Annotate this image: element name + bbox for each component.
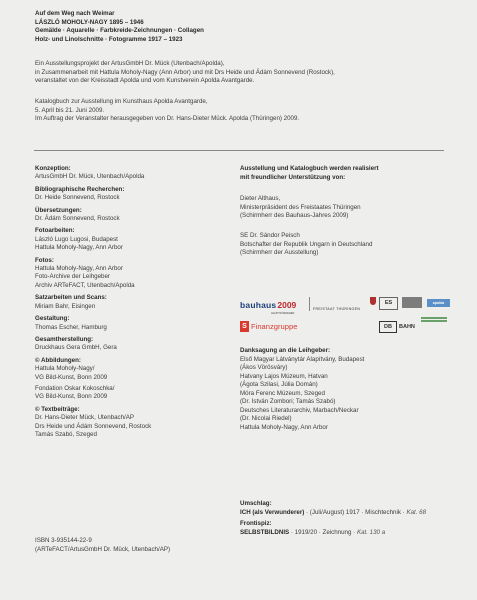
credit-line: Foto-Archive der Leihgeber bbox=[35, 273, 110, 281]
isbn-block bbox=[35, 537, 170, 554]
lenders-heading: Danksagung an die Leihgeber: bbox=[240, 347, 331, 354]
credit-line: Hattula Moholy-Nagy, Ann Arbor bbox=[35, 265, 123, 273]
lender-line: Hatvany Lajos Múzeum, Hatvan bbox=[240, 372, 328, 380]
credit-line: Hattula Moholy-Nagy/ bbox=[35, 365, 95, 373]
catalogue-line: 5. April bis 21. Juni 2009. bbox=[35, 106, 105, 114]
credit-line: VG Bild-Kunst, Bonn 2009 bbox=[35, 393, 108, 401]
project-line: veranstaltet von der Kreisstadt Apolda und vom Kunstverein Apolda Avantgarde. bbox=[35, 77, 255, 84]
lender-line: Deutsches Literaturarchiv, Marbach/Neckar bbox=[240, 406, 359, 414]
isbn-number: ISBN 3-935144-22-9 bbox=[35, 537, 92, 544]
patron-line: (Schirmherr der Ausstellung) bbox=[240, 249, 319, 256]
support-heading-line: mit freundlicher Unterstützung von: bbox=[240, 173, 346, 181]
header-kicker: Auf dem Weg nach Weimar bbox=[35, 10, 115, 17]
umschlag-title: ICH (als Verwunderer) bbox=[240, 508, 305, 516]
credit-heading: Gestaltung: bbox=[35, 315, 70, 323]
credit-fotos bbox=[35, 257, 151, 291]
umschlag-label: Umschlag: bbox=[240, 500, 272, 507]
catalogue-line: Katalogbuch zur Ausstellung im Kunsthaus Apolda Avantgarde, bbox=[35, 98, 208, 105]
credit-line: Hattula Moholy-Nagy, Ann Arbor bbox=[35, 244, 123, 252]
credit-heading: © Abbildungen: bbox=[35, 356, 81, 364]
patron-line: SE Dr. Sándor Peisch bbox=[240, 232, 300, 239]
project-line: Ein Ausstellungsprojekt der ArtusGmbH Dr. Mück (Utenbach/Apolda), bbox=[35, 60, 225, 67]
credit-line: Thomas Escher, Hamburg bbox=[35, 323, 107, 331]
header-media-line-1: Gemälde · Aquarelle · Farbkreide-Zeichnungen · Collagen bbox=[35, 27, 204, 34]
umschlag-line bbox=[240, 509, 426, 518]
credit-heading: Fotos: bbox=[35, 256, 54, 264]
freistaat-wordmark: FREISTAAT THÜRINGEN bbox=[313, 307, 361, 311]
bauhaus-year: 2009 bbox=[277, 300, 297, 310]
project-paragraph bbox=[35, 60, 335, 86]
header-block bbox=[35, 10, 204, 44]
umschlag-kat: Kat. 68 bbox=[406, 508, 427, 516]
patron-line: Botschafter der Republik Ungarn in Deutschland bbox=[240, 240, 373, 248]
bauhaus-2009-logo bbox=[240, 295, 300, 315]
credit-line: VG Bild-Kunst, Bonn 2009 bbox=[35, 373, 108, 381]
support-heading bbox=[240, 165, 379, 182]
catalogue-paragraph bbox=[35, 98, 299, 124]
credit-gesamtherstellung bbox=[35, 336, 151, 353]
credit-heading: Fotoarbeiten: bbox=[35, 227, 75, 235]
logo-stripe bbox=[421, 317, 447, 319]
credit-fotoarbeiten bbox=[35, 227, 151, 252]
frontispiz-details: · 1919/20 · Zeichnung · bbox=[289, 528, 357, 536]
umschlag-details: · (Juli/August) 1917 · Mischtechnik · bbox=[304, 508, 407, 516]
catalogue-line: Im Auftrag der Veranstalter herausgegeben von Dr. Hans-Dieter Mück. Apolda (Thüringen) 2009. bbox=[35, 115, 300, 122]
credit-line: Dr. Ádám Sonnevend, Rostock bbox=[35, 215, 120, 223]
credit-gestaltung bbox=[35, 315, 151, 332]
credit-line: László Lugo Lugosi, Budapest bbox=[35, 235, 118, 243]
credits-column bbox=[35, 165, 151, 443]
sparkasse-s-icon: S bbox=[240, 321, 249, 332]
patron-line: (Schirmherr des Bauhaus-Jahres 2009) bbox=[240, 212, 349, 219]
project-line: in Zusammenarbeit mit Hattula Moholy-Nagy (Ann Arbor) und mit Drs Heide und Ádám Sonnevend (Rostock), bbox=[35, 68, 335, 76]
credit-abbildungen bbox=[35, 357, 151, 402]
patron-althaus bbox=[240, 195, 361, 221]
frontispiz-line bbox=[240, 529, 426, 538]
lenders-block bbox=[240, 347, 364, 432]
patron-peisch bbox=[240, 232, 372, 258]
bahn-wordmark: BAHN bbox=[399, 323, 415, 330]
header-media-line-2: Holz- und Linolschnitte · Fotogramme 1917 – 1923 bbox=[35, 35, 183, 43]
credit-heading: Bibliographische Recherchen: bbox=[35, 185, 125, 193]
credit-line: ArtusGmbH Dr. Mück, Utenbach/Apolda bbox=[35, 173, 145, 181]
logo-stripe bbox=[421, 320, 447, 322]
credit-line: Miriam Bahr, Eisingen bbox=[35, 302, 96, 310]
credit-line: Tamás Szabó, Szeged bbox=[35, 430, 97, 438]
lender-line: Első Magyar Látványtár Alapítvány, Budapest bbox=[240, 355, 365, 363]
lender-line: Móra Ferenc Múzeum, Szeged bbox=[240, 389, 325, 397]
credit-heading: Übersetzungen: bbox=[35, 206, 82, 214]
bauhaus-subline: HAUPTFÖRDERER bbox=[271, 312, 295, 315]
patron-line: Ministerpräsident des Freistaates Thüringen bbox=[240, 203, 361, 211]
credit-heading: Konzeption: bbox=[35, 165, 71, 172]
credit-line: Druckhaus Gera GmbH, Gera bbox=[35, 344, 117, 352]
lender-line: (Ákos Vörösváry) bbox=[240, 364, 288, 371]
sponsor-logo-grey bbox=[402, 297, 422, 308]
frontispiz-label: Frontispiz: bbox=[240, 520, 272, 527]
cover-credits bbox=[240, 500, 426, 537]
frontispiz-kat: Kat. 130 a bbox=[356, 528, 386, 536]
support-heading-line: Ausstellung und Katalogbuch werden realisiert bbox=[240, 165, 379, 172]
credit-satzarbeiten bbox=[35, 294, 151, 311]
credit-recherchen bbox=[35, 186, 151, 203]
credit-konzeption bbox=[35, 165, 151, 182]
db-bahn-logo bbox=[379, 318, 415, 329]
credit-uebersetzungen bbox=[35, 207, 151, 224]
credit-heading: © Textbeiträge: bbox=[35, 405, 80, 413]
credit-line: Drs Heide und Ádám Sonnevend, Rostock bbox=[35, 422, 152, 430]
apolda-logo: apolda bbox=[427, 299, 450, 307]
credit-line: Fondation Oskar Kokoschka/ bbox=[35, 384, 115, 392]
isbn-publisher: (ARTeFACT/ArtusGmbH Dr. Mück, Utenbach/AP) bbox=[35, 545, 171, 553]
lender-line: (Ágota Szilasi, Júlia Domán) bbox=[240, 381, 318, 388]
credit-heading: Satzarbeiten und Scans: bbox=[35, 294, 107, 302]
credit-line: Archiv ARTeFACT, Utenbach/Apolda bbox=[35, 281, 135, 289]
coat-of-arms-icon bbox=[370, 297, 376, 305]
frontispiz-title: SELBSTBILDNIS bbox=[240, 528, 290, 536]
credit-line: Dr. Hans-Dieter Mück, Utenbach/AP bbox=[35, 414, 135, 422]
divider-rule bbox=[34, 150, 444, 151]
sponsor-logo-green bbox=[421, 317, 451, 329]
header-artist-title: LÁSZLÓ MOHOLY-NAGY 1895 – 1946 bbox=[35, 18, 144, 26]
lender-line: (Dr. Nicolai Riedel) bbox=[240, 415, 292, 422]
es-logo: ES bbox=[379, 297, 398, 310]
credit-line: Dr. Heide Sonnevend, Rostock bbox=[35, 194, 120, 202]
bauhaus-wordmark: bauhaus bbox=[240, 300, 277, 310]
freistaat-thueringen-logo bbox=[309, 297, 377, 311]
finanzgruppe-wordmark: Finanzgruppe bbox=[251, 322, 298, 332]
sparkasse-finanzgruppe-logo bbox=[240, 318, 297, 330]
patron-line: Dieter Althaus, bbox=[240, 195, 281, 202]
credit-textbeitraege bbox=[35, 406, 151, 440]
credit-heading: Gesamtherstellung: bbox=[35, 335, 94, 343]
lender-line: Hattula Moholy-Nagy, Ann Arbor bbox=[240, 423, 328, 431]
lender-line: (Dr. István Zombori; Tamás Szabó) bbox=[240, 398, 336, 405]
db-icon: DB bbox=[379, 321, 397, 333]
